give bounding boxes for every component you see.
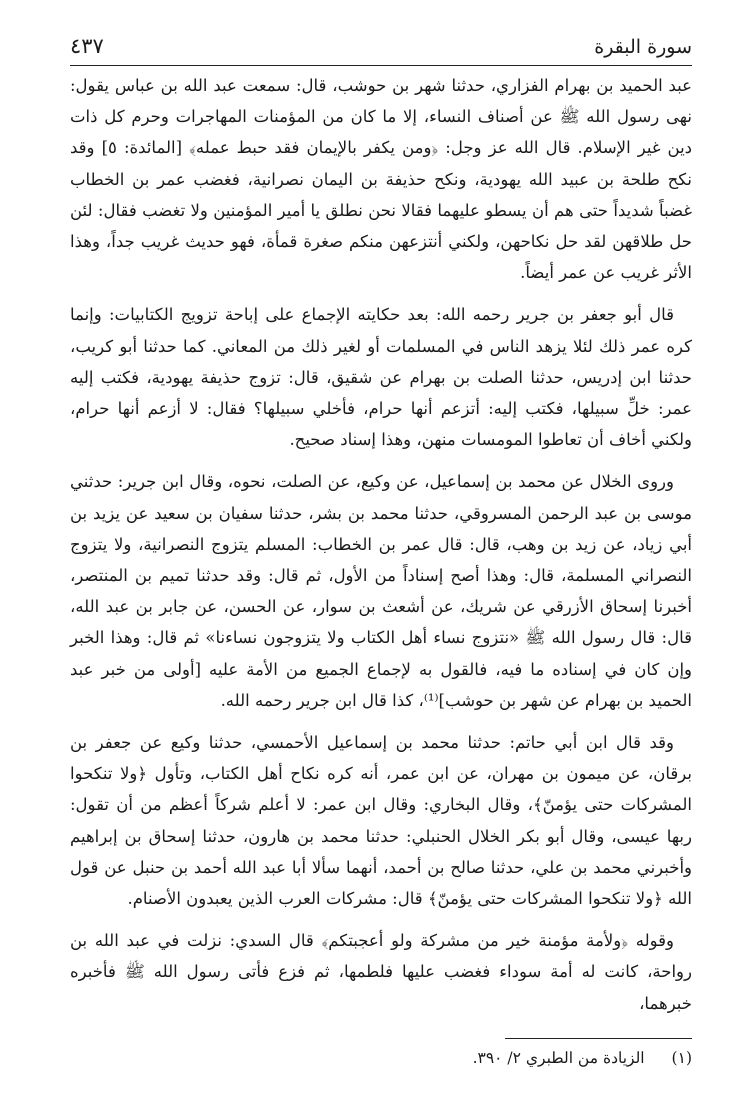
surah-title: سورة البقرة: [594, 36, 692, 58]
page-number: ٤٣٧: [70, 34, 104, 58]
footnote: [70, 1049, 692, 1067]
footnote-text: الزيادة من الطبري ٢/ ٣٩٠.: [472, 1049, 645, 1067]
paragraph-4: وقد قال ابن أبي حاتم: حدثنا محمد بن إسماعيل الأحمسي، حدثنا وكيع عن جعفر بن برقان، عن ميمون بن مهران، عن ابن عمر، أنه كره نكاح أهل الكتاب، وتأول ﴿ولا تنكحوا المشركات حتى يؤمنّ﴾، وقال البخاري: وقال ابن عمر: لا أعلم شركاً أعظم من أن تقول: ربها عيسى، وقال أبو بكر الخلال الحنبلي: حدثنا محمد بن هارون، حدثنا إسحاق بن إبراهيم وأخبرني محمد بن علي، حدثنا صالح بن أحمد، أنهما سألا أبا عبد الله أحمد بن حنبل عن قول الله ﴿ولا تنكحوا المشركات حتى يؤمنّ﴾ قال: مشركات العرب الذين يعبدون الأصنام.: [70, 733, 692, 909]
paragraph-2: قال أبو جعفر بن جرير رحمه الله: بعد حكايته الإجماع على إباحة تزويج الكتابيات: وإنما كره عمر ذلك لئلا يزهد الناس في المسلمات أو لغير ذلك من المعاني. كما حدثنا أبو كريب، حدثنا ابن إدريس، حدثنا الصلت بن بهرام عن شقيق، قال: تزوج حذيفة يهودية، فكتب إليه عمر: خلِّ سبيلها، فكتب إليه: أتزعم أنها حرام، فأخلي سبيلها؟ فقال: لا أزعم أنها حرام، ولكني أخاف أن تعاطوا المومسات منهن، وهذا إسناد صحيح.: [70, 305, 692, 450]
page-header: [70, 34, 692, 62]
header-rule: [70, 65, 692, 66]
page-body: [70, 70, 692, 1019]
footnote-marker: (١): [671, 1049, 692, 1067]
paragraph-5: وقوله ﴿ولأمة مؤمنة خير من مشركة ولو أعجبتكم﴾ قال السدي: نزلت في عبد الله بن رواحة، كانت له أمة سوداء فغضب عليها فلطمها، ثم فزع فأتى رسول الله ﷺ فأخبره خبرهما،: [70, 931, 692, 1013]
paragraph-1: عبد الحميد بن بهرام الفزاري، حدثنا شهر بن حوشب، قال: سمعت عبد الله بن عباس يقول: نهى رسول الله ﷺ عن أصناف النساء، إلا ما كان من المؤمنات المهاجرات وحرم كل ذات دين غير الإسلام. قال الله عز وجل: ﴿ومن يكفر بالإيمان فقد حبط عمله﴾ [المائدة: ٥] وقد نكح طلحة بن عبيد الله يهودية، ونكح حذيفة بن اليمان نصرانية، فغضب عمر بن الخطاب غضباً شديداً حتى هم أن يسطو عليهما فقالا نحن نطلق يا أمير المؤمنين ولا تغضب فقال: لئن حل طلاقهن لقد حل نكاحهن، ولكني أنتزعهن منكم صغرة قمأة، فهو حديث غريب جداً، وهذا الأثر غريب عن عمر أيضاً.: [70, 76, 693, 283]
footnote-rule: [505, 1038, 692, 1039]
paragraph-3: وروى الخلال عن محمد بن إسماعيل، عن وكيع، عن الصلت، نحوه، وقال ابن جرير: حدثني موسى بن عبد الرحمن المسروقي، حدثنا محمد بن بشر، حدثنا سفيان بن سعيد عن يزيد بن أبي زياد، عن زيد بن وهب، قال: قال عمر بن الخطاب: المسلم يتزوج النصرانية، ولا يتزوج النصراني المسلمة، قال: وهذا أصح إسناداً من الأول، ثم قال: وقد حدثنا تميم بن المنتصر، أخبرنا إسحاق الأزرقي عن شريك، عن أشعث بن سوار، عن الحسن، عن جابر بن عبد الله، قال: قال رسول الله ﷺ «نتزوج نساء أهل الكتاب ولا يتزوجون نساءنا» ثم قال: وهذا الخبر وإن كان في إسناده ما فيه، فالقول به لإجماع الجميع من الأمة عليه [أولى من خبر عبد الحميد بن بهرام عن شهر بن حوشب]⁽¹⁾، كذا قال ابن جرير رحمه الله.: [70, 472, 692, 710]
